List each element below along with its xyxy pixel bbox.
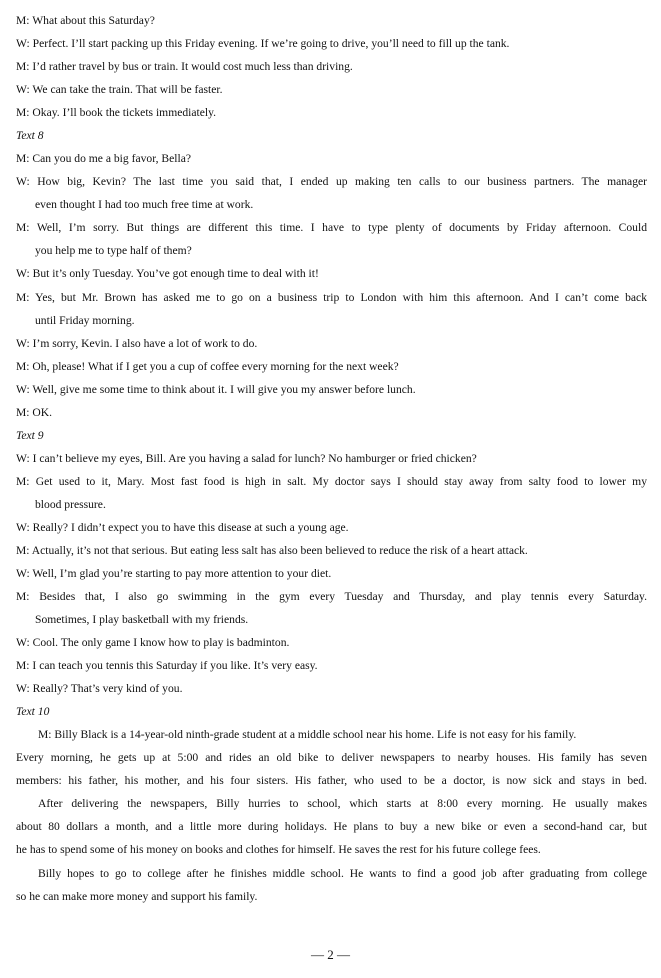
text-line: M: I can teach you tennis this Saturday if you like. It’s very easy. xyxy=(16,659,318,673)
text-line: M: I’d rather travel by bus or train. It would cost much less than driving. xyxy=(16,60,353,74)
text-line: M: Get used to it, Mary. Most fast food is high in salt. My doctor says I should stay away from salty food to lower my xyxy=(16,474,647,488)
section-heading: Text 10 xyxy=(16,705,50,719)
text-line: W: But it’s only Tuesday. You’ve got enough time to deal with it! xyxy=(16,267,319,281)
text-line: W: We can take the train. That will be faster. xyxy=(16,83,223,97)
text-line: After delivering the newspapers, Billy hurries to school, which starts at 8:00 every morning. He usually makes xyxy=(38,797,647,811)
text-line: W: Well, give me some time to think about it. I will give you my answer before lunch. xyxy=(16,382,416,396)
text-line: M: Billy Black is a 14-year-old ninth-grade student at a middle school near his home. Life is not easy for his family. xyxy=(38,728,577,742)
text-line: W: How big, Kevin? The last time you said that, I ended up making ten calls to our business partners. The manager xyxy=(16,175,647,189)
text-line: M: What about this Saturday? xyxy=(16,14,155,27)
text-line: M: Well, I’m sorry. But things are different this time. I have to type plenty of documents by Friday afternoon. Could xyxy=(16,221,647,235)
text-line: he has to spend some of his money on books and clothes for himself. He saves the rest for his future college fees. xyxy=(16,843,541,857)
text-line: Sometimes, I play basketball with my friends. xyxy=(35,613,249,626)
text-line: until Friday morning. xyxy=(35,313,135,327)
text-line: W: Really? That’s very kind of you. xyxy=(16,682,183,696)
text-line: M: Yes, but Mr. Brown has asked me to go on a business trip to London with him this afternoon. And I can’t come back xyxy=(16,290,647,304)
text-line: W: Cool. The only game I know how to play is badminton. xyxy=(16,636,290,650)
text-line: so he can make more money and support his family. xyxy=(16,889,258,903)
text-line: W: Well, I’m glad you’re starting to pay more attention to your diet. xyxy=(16,567,332,580)
text-line: about 80 dollars a month, and a little more during holidays. He plans to buy a new bike or even a second-hand car, but xyxy=(16,820,647,834)
text-line: you help me to type half of them? xyxy=(35,244,192,258)
text-line: M: Okay. I’ll book the tickets immediately. xyxy=(16,106,217,120)
page-number: — 2 — xyxy=(311,947,350,962)
text-line: Billy hopes to go to college after he finishes middle school. He wants to find a good job after graduating from college xyxy=(38,866,647,880)
text-line: members: his father, his mother, and his four sisters. His father, who used to be a doctor, is now sick and stays in bed. xyxy=(16,774,647,788)
text-line: W: Really? I didn’t expect you to have this disease at such a young age. xyxy=(16,520,349,534)
text-line: W: I can’t believe my eyes, Bill. Are you having a salad for lunch? No hamburger or fried chicken? xyxy=(16,451,477,465)
text-line: M: Oh, please! What if I get you a cup of coffee every morning for the next week? xyxy=(16,359,399,373)
text-line: M: OK. xyxy=(16,405,53,419)
text-line: M: Can you do me a big favor, Bella? xyxy=(16,152,192,166)
text-line: M: Besides that, I also go swimming in the gym every Tuesday and Thursday, and play tennis every Saturday. xyxy=(16,590,647,603)
text-line: W: Perfect. I’ll start packing up this Friday evening. If we’re going to drive, you’ll need to fill up the tank. xyxy=(16,37,510,50)
section-heading: Text 9 xyxy=(16,428,44,442)
text-line: Every morning, he gets up at 5:00 and rides an old bike to deliver newspapers to nearby houses. His family has seven xyxy=(16,751,647,765)
text-line: even thought I had too much free time at work. xyxy=(35,198,254,212)
text-line: M: Actually, it’s not that serious. But eating less salt has also been believed to reduce the risk of a heart attack. xyxy=(16,543,528,557)
text-line: blood pressure. xyxy=(35,497,106,511)
text-line: W: I’m sorry, Kevin. I also have a lot of work to do. xyxy=(16,336,258,350)
section-heading: Text 8 xyxy=(16,129,44,143)
